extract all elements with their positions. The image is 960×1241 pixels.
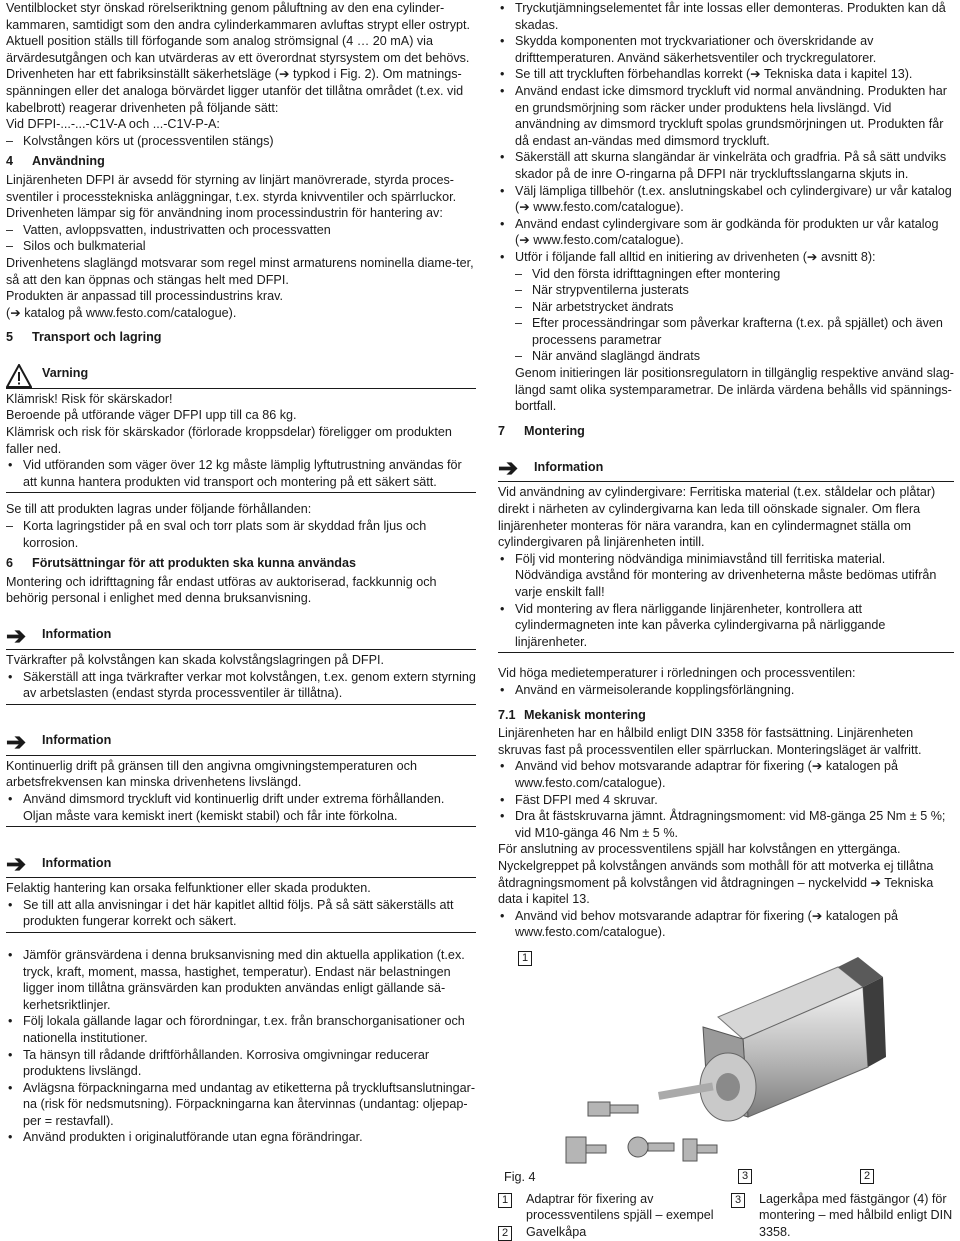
s5-dash: – Korta lagringstider på en sval och torr plats som är skyddad från ljus och korrosion. <box>6 518 476 551</box>
arrow-right-icon: ➔ <box>6 623 27 650</box>
intro-paragraph-2: Aktuell position ställs till förfogande som analog strömsignal (4 … 20 mA) via ärvärdesutgången och kan utvärderas av ett överordnat styrsystem om det behövs. <box>6 34 470 65</box>
s4-p5: (➔ katalog på www.festo.com/catalogue). <box>6 305 237 320</box>
r-bullet-3: • Se till att tryckluften förbehandlas korrekt (➔ Tekniska data i kapitel 13). <box>498 66 954 83</box>
intro-dash-item: – Kolvstången körs ut (processventilen stängs) <box>6 133 476 150</box>
actuator-illustration <box>498 947 954 1187</box>
s5-p1: Se till att produkten lagras under följande förhållanden: <box>6 502 312 517</box>
r-bullet-8: • Utför i följande fall alltid en initiering av drivenheten (➔ avsnitt 8): <box>498 249 954 266</box>
left-column <box>6 0 476 1146</box>
info-7-header: ➔ Information <box>498 447 954 482</box>
section-6-heading: 6 Förutsättningar för att produkten ska kunna användas <box>6 556 356 571</box>
section-7-heading: 7 Montering <box>498 423 585 438</box>
warning-triangle-icon <box>6 364 42 388</box>
legend-item-3: 3 Lagerkåpa med fästgängor (4) för montering – med hålbild enligt DIN 3358. <box>731 1191 954 1241</box>
init-dash-1: – Vid den första idrifttagningen efter montering <box>498 266 954 283</box>
figure-4 <box>498 947 954 1187</box>
s71-p1: Linjärenheten har en hålbild enligt DIN 3358 för fastsättning. Linjärenheten skruvas fast på processventilen eller spärrluckan. Monteringsläget är valfritt. <box>498 726 922 757</box>
init-text: Genom initieringen lär positionsregulatorn in tillgänglig respektive använd slag-längd samt olika systemparametrar. De inlärda värdena behålls vid spännings-bortfall. <box>515 366 954 414</box>
r-bullet-6: • Välj lämpliga tillbehör (t.ex. anslutningskabel och cylindergivare) ur vår katalog (➔ www.festo.com/catalogue). <box>498 183 954 216</box>
s6-bullet-5: • Använd produkten i originalutförande utan egna förändringar. <box>6 1129 476 1146</box>
arrow-right-icon: ➔ <box>6 728 27 756</box>
s6-bullet-4: • Avlägsna förpackningarna med undantag av etiketterna på tryckluftsanslutningar-na (risk för nedsmutsning). Förpackningarna kan återvinnas (undantag: oljepap-per = restavfall). <box>6 1080 476 1130</box>
s4-p3: Drivenhetens slaglängd motsvarar som regel minst armaturens nominella diame-ter, så att den kan öppnas och stängas helt med DFPI. <box>6 255 474 287</box>
s6-bullet-1: • Jämför gränsvärdena i denna bruksanvisning med din aktuella applikation (t.ex. tryck, kraft, moment, massa, hastighet, temperatur). Endast när belastningen ligger inom tillåtna gränsvärden kan produkten användas enligt gällande sä-kerhetsriktlinjer. <box>6 947 476 1013</box>
info-3-header: ➔ Information <box>6 843 476 878</box>
section-4-heading: 4 Användning <box>6 154 105 169</box>
init-dash-2: – När strypventilerna justerats <box>498 282 954 299</box>
info-3-box: Felaktig hantering kan orsaka felfunktioner eller skada produkten. • Se till att alla anvisningar i det här kapitlet alltid följs. På så sätt säkerställs att produkten fungerar korrekt och säkert. <box>6 880 476 933</box>
intro-paragraph-1: Ventilblocket styr önskad rörelseriktning genom påluftning av den ena cylinder-kammaren, samtidigt som den andra cylinderkammaren avluftas strypt eller ostrypt. <box>6 1 471 32</box>
init-dash-5: – När använd slaglängd ändrats <box>498 348 954 365</box>
section-5-heading: 5 Transport och lagring <box>6 330 162 345</box>
figure-caption: Fig. 4 <box>504 1169 536 1184</box>
right-column <box>498 0 954 1241</box>
s7-bullet: • Använd en värmeisolerande kopplingsförlängning. <box>498 682 954 699</box>
s71-bullet-last: • Använd vid behov motsvarande adaptrar för fixering (➔ katalogen på www.festo.com/catalogue). <box>498 908 954 941</box>
warning-line-1: Klämrisk! Risk för skärskador! <box>6 391 173 406</box>
s4-dash-2: – Silos och bulkmaterial <box>6 238 476 255</box>
intro-paragraph-3: Drivenheten har ett fabriksinställt säkerhetsläge (➔ typkod i Fig. 2). Om matnings-spänningen eller det analoga börvärdet ligger utanför det tillåtna området (t.ex. vid kabelbrott) reagerar drivenheten på följande sätt: <box>6 67 464 115</box>
s4-dash-1: – Vatten, avloppsvatten, industrivatten och processvatten <box>6 222 476 239</box>
legend-item-1: 1 Adaptrar för fixering av processventilens spjäll – exempel <box>498 1191 721 1224</box>
s6-p1: Montering och idrifttagning får endast utföras av auktoriserad, fackkunnig och behörig personal i enlighet med denna bruksanvisning. <box>6 574 437 606</box>
s4-p1: Linjärenheten DFPI är avsedd för styrning av linjärt manövrerade, styrda proces-sventiler i processtekniska anläggningar, t.ex. styrda knivventiler och spärrluckor. <box>6 172 457 204</box>
warning-line-3: Klämrisk och risk för skärskador (förlorade kroppsdelar) föreligger om produkten faller ned. <box>6 425 452 456</box>
info-1-header: ➔ Information <box>6 615 476 650</box>
callout-2: 2 <box>860 1169 874 1184</box>
init-dash-4: – Efter processändringar som påverkar krafterna (t.ex. på spjället) och även processens parametrar <box>498 315 954 348</box>
warning-box <box>6 391 476 494</box>
r-bullet-1: • Tryckutjämningselementet får inte lossas eller demonteras. Produkten kan då skadas. <box>498 0 954 33</box>
callout-1: 1 <box>518 951 532 966</box>
s71-p2: För anslutning av processventilens spjäll har kolvstången en yttergänga. <box>498 842 901 857</box>
s71-bullet-1: • Använd vid behov motsvarande adaptrar för fixering (➔ katalogen på www.festo.com/catalogue). <box>498 758 954 791</box>
arrow-right-icon: ➔ <box>498 455 519 483</box>
r-bullet-4: • Använd endast icke dimsmord tryckluft vid normal användning. Produkten har en grundsmörjning som räcker under produktens hela livslängd. Vid användning av dimsmord tryckluft spolas grundsmörjningen ut. Produkten får då endast an-vändas med dimsmord tryckluft. <box>498 83 954 149</box>
warning-header <box>6 354 476 389</box>
intro-paragraph-4: Vid DFPI-...-...-C1V-A och ...-C1V-P-A: <box>6 117 220 132</box>
r-bullet-7: • Använd endast cylindergivare som är godkända för produkten ur vår katalog (➔ www.festo.com/catalogue). <box>498 216 954 249</box>
arrow-right-icon: ➔ <box>6 851 27 879</box>
warning-title: Varning <box>42 366 89 381</box>
s71-bullet-3: • Dra åt fästskruvarna jämnt. Åtdragningsmoment: vid M8-gänga 25 Nm ± 5 %; vid M10-gänga 46 Nm ± 5 %. <box>498 808 954 841</box>
info-2-header: ➔ Information <box>6 721 476 756</box>
figure-legend <box>498 1191 954 1241</box>
warning-line-2: Beroende på utförande väger DFPI upp till ca 86 kg. <box>6 408 297 423</box>
s7-p1: Vid höga medietemperaturer i rörledningen och processventilen: <box>498 666 856 681</box>
s71-p3: Nyckelgreppet på kolvstången används som mothåll för att motverka ej tillåtna åtdragningsmoment på kolvstången vid åtdragningen – nyckelvidd ➔ Tekniska data i kapitel 13. <box>498 858 934 907</box>
s6-bullet-3: • Ta hänsyn till rådande driftförhållanden. Korrosiva omgivningar reducerar produktens livslängd. <box>6 1047 476 1080</box>
warning-bullet: • Vid utföranden som väger över 12 kg måste lämplig lyftutrustning användas för att kunna hantera produkten vid transport och montering på ett säkert sätt. <box>6 457 476 490</box>
info-1-box: Tvärkrafter på kolvstången kan skada kolvstångslagringen på DFPI. • Säkerställ att inga tvärkrafter verkar mot kolvstången, t.ex. genom extern styrning av arbetslasten (endast styrda processventiler är tillåtna). <box>6 652 476 705</box>
s4-p4: Produkten är anpassad till processindustrins krav. <box>6 289 283 304</box>
s4-p2: Drivenheten lämpar sig för användning inom processindustrin för hantering av: <box>6 206 443 221</box>
s71-bullet-2: • Fäst DFPI med 4 skruvar. <box>498 792 954 809</box>
r-bullet-5: • Säkerställ att skurna slangändar är vinkelräta och gradfria. På så sätt undviks skador på de inre O-ringarna på DFPI när tryckluftsslangarna skjuts in. <box>498 149 954 182</box>
info-2-box: Kontinuerlig drift på gränsen till den angivna omgivningstemperaturen och arbetsfrekvensen kan minska drivenhetens livslängd. • Använd dimsmord tryckluft vid kontinuerlig drift under extrema förhållanden. Oljan måste vara kemiskt inert (kemiskt stabil) och får inte förkolna. <box>6 758 476 827</box>
legend-item-2: 2 Gavelkåpa <box>498 1224 721 1241</box>
section-7-1-heading: 7.1 Mekanisk montering <box>498 707 646 722</box>
info-7-box: Vid användning av cylindergivare: Ferritiska material (t.ex. ståldelar och plåtar) direkt i närheten av cylindergivarna kan leda till oönskade signaler. Om flera linjärenheter monteras för nära varandra, kan en cylindermagnet ställa om cylindergivaren på linjärenheten intill. • Följ vid montering nödvändiga minimiavstånd till ferritiska material. Nödvändiga avstånd för montering av drivenheterna måste bedömas utifrån varje enskilt fall! • Vid montering av flera närliggande linjärenheter, kontrollera att cylindermagneten inte kan påverka cylindergivarna på närliggande linjärenheter. <box>498 484 954 653</box>
r-bullet-2: • Skydda komponenten mot tryckvariationer och överskridande av drifttemperaturen. Använd säkerhetsventiler och tryckregulatorer. <box>498 33 954 66</box>
init-dash-3: – När arbetstrycket ändrats <box>498 299 954 316</box>
callout-3: 3 <box>738 1169 752 1184</box>
s6-bullet-2: • Följ lokala gällande lagar och förordningar, t.ex. från branschorganisationer och nationella institutioner. <box>6 1013 476 1046</box>
